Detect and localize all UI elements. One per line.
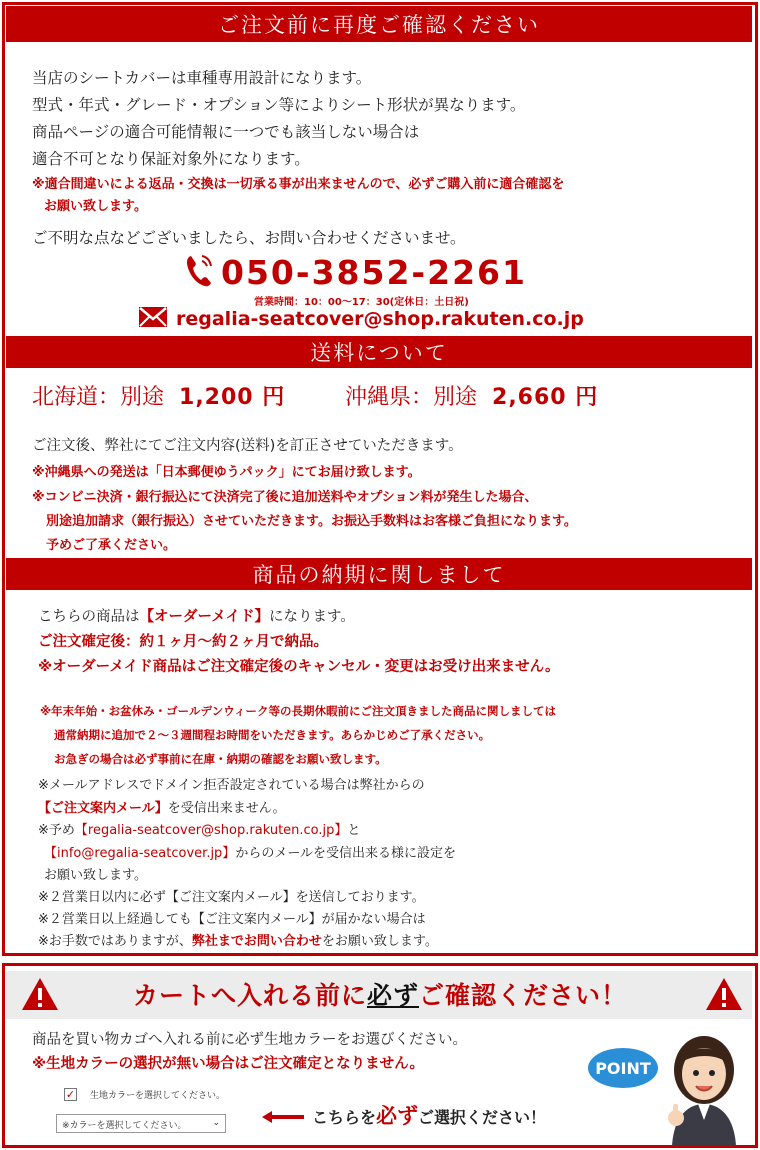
select-instruction [312,1100,546,1130]
select-value: ※カラーを選択してください。 [62,1121,187,1131]
delivery-l1-post: になります。 [268,609,355,625]
holiday-note-1: ※年末年始・お盆休み・ゴールデンウィーク等の長期休暇前にご注文頂きました商品に関しましては [40,704,557,718]
okinawa-price: 2,660 円 [492,385,599,410]
phone-icon [183,252,215,292]
holiday-note-2: 通常納期に追加で２〜３週間程お時間をいただきます。あらかじめご了承ください。 [54,728,491,742]
mail-note-2 [38,797,286,816]
phone-number[interactable]: 050-3852-2261 [221,252,527,292]
warning-line-1: ※適合間違いによる返品・交換は一切承る事が出来ませんので、必ずご購入前に適合確認を [32,177,565,192]
shipping-red-2: ※コンビニ決済・銀行振込にて決済完了後に追加送料やオプション料が発生した場合、 [32,490,538,505]
cart-title [0,976,760,1012]
email-contact [138,306,584,332]
shipping-hokkaido [32,380,285,411]
mail-note-7: ※２営業日以上経過しても【ご注文案内メール】が届かない場合は [38,912,426,927]
mail-note-6: ※２営業日以内に必ず【ご注文案内メール】を送信しております。 [38,890,425,905]
text-line-3: 商品ページの適合可能情報に一つでも該当しない場合は [32,123,420,141]
mail-note-8-post: をお願い致します。 [321,934,438,949]
delivery-line-2: ご注文確定後：約１ヶ月〜約２ヶ月で納品。 [38,634,328,650]
mail-note-1: ※メールアドレスでドメイン拒否設定されている場合は弊社からの [38,778,425,793]
mail-note-8-pre: ※お手数ではありますが、 [38,934,192,949]
mail-note-4-red: 【info@regalia-seatcover.jp】 [44,846,236,861]
shipping-red-1: ※沖縄県への発送は「日本郵便ゆうパック」にてお届け致します。 [32,465,421,480]
shipping-okinawa [345,380,598,411]
okinawa-label: 沖縄県：別途 [345,385,478,410]
cart-line-1: 商品を買い物カゴへ入れる前に必ず生地カラーをお選びください。 [32,1032,467,1048]
delivery-l1-pre: こちらの商品は [38,609,140,625]
phone-contact [183,252,527,292]
mail-note-3-post: と [347,823,361,838]
mail-icon [138,306,168,332]
hokkaido-label: 北海道：別途 [32,385,165,410]
mail-note-3-red: 【regalia-seatcover@shop.rakuten.co.jp】 [74,823,348,838]
chevron-down-icon: ⌄ [212,1118,220,1128]
instr-pre: こちらを [312,1108,377,1127]
cart-line-2: ※生地カラーの選択が無い場合はご注文確定となりません。 [32,1056,424,1072]
mail-note-8-red: 弊社までお問い合わせ [191,934,322,949]
mail-note-3-pre: ※予め [38,823,75,838]
shipping-red-4: 予めご了承ください。 [46,538,177,553]
warning-line-2: お願い致します。 [44,199,147,214]
text-line-4: 適合不可となり保証対象外になります。 [32,150,310,168]
text-line-2: 型式・年式・グレード・オプション等によりシート形状が異なります。 [32,96,526,114]
mail-note-2-red: 【ご注文案内メール】 [38,801,168,816]
cart-title-post: ご確認ください！ [419,981,628,1010]
section-header-shipping: 送料について [6,336,752,368]
arrow-left-icon [262,1108,304,1127]
mail-note-5: お願い致します。 [44,868,147,883]
inquiry-text: ご不明な点などございましたら、お問い合わせくださいませ。 [32,229,466,247]
staff-avatar-illustration [654,1026,754,1150]
mail-note-4 [44,842,456,861]
color-select[interactable] [56,1114,226,1133]
mail-note-8 [38,930,438,949]
section-header-confirm: ご注文前に再度ご確認ください [6,6,752,42]
hokkaido-price: 1,200 円 [179,385,286,410]
instr-post: ご選択ください！ [418,1108,547,1127]
holiday-note-3: お急ぎの場合は必ず事前に在庫・納期の確認をお願い致します。 [54,752,387,766]
mail-note-4-post: からのメールを受信出来る様に設定を [235,846,457,861]
mail-note-3 [38,819,360,838]
cart-title-underlined: 必ず [366,981,419,1010]
point-badge: POINT [588,1048,658,1088]
delivery-line-1 [38,605,355,626]
instr-big: 必ず [376,1104,419,1128]
delivery-l1-red: 【オーダーメイド】 [139,609,269,625]
business-hours: 営業時間：10：00〜17：30(定休日：土日祝) [254,297,469,308]
mail-note-2-post: を受信出来ません。 [167,801,286,816]
cart-title-pre: カートへ入れる前に [132,981,367,1010]
section-header-delivery: 商品の納期に関しまして [6,558,752,590]
email-address[interactable]: regalia-seatcover@shop.rakuten.co.jp [176,308,584,330]
checkbox-label: 生地カラーを選択してください。 [90,1091,226,1101]
shipping-note: ご注文後、弊社にてご注文内容(送料)を訂正させていただきます。 [32,438,463,454]
delivery-line-3: ※オーダーメイド商品はご注文確定後のキャンセル・変更はお受け出来ません。 [38,659,560,675]
text-line-1: 当店のシートカバーは車種専用設計になります。 [32,69,372,87]
shipping-red-3: 別途追加請求（銀行振込）させていただきます。お振込手数料はお客様ご負担になります。 [46,514,577,529]
color-checkbox[interactable]: ✓ [65,1088,76,1101]
